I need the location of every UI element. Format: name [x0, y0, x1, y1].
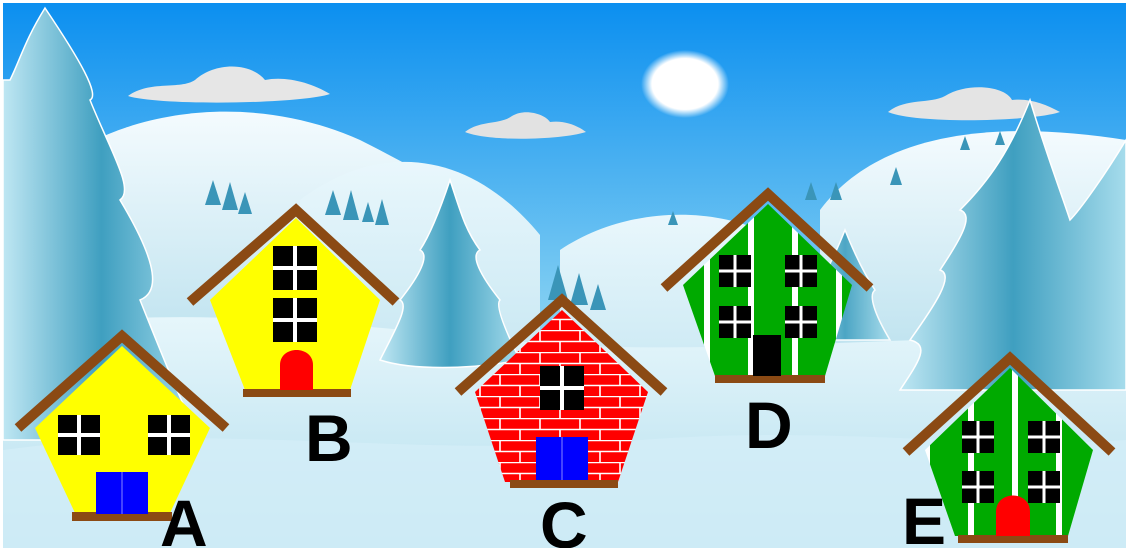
window-icon — [962, 471, 994, 503]
window-icon — [785, 255, 817, 287]
window-icon — [273, 246, 317, 290]
door-icon — [280, 350, 313, 390]
door-icon — [96, 472, 148, 514]
window-icon — [1028, 471, 1060, 503]
house-label-d: D — [745, 388, 793, 462]
window-icon — [148, 415, 190, 455]
sun-icon — [641, 50, 729, 118]
window-icon — [719, 306, 751, 338]
house-label-c: C — [540, 488, 588, 551]
window-icon — [962, 421, 994, 453]
window-icon — [58, 415, 100, 455]
window-icon — [785, 306, 817, 338]
house-label-a: A — [160, 486, 208, 551]
window-icon — [273, 298, 317, 342]
window-icon — [1028, 421, 1060, 453]
door-icon — [996, 496, 1030, 537]
door-icon — [753, 335, 781, 376]
house-label-e: E — [902, 484, 947, 551]
window-icon — [540, 366, 584, 410]
door-icon — [536, 437, 588, 480]
house-label-b: B — [305, 401, 353, 475]
window-icon — [719, 255, 751, 287]
